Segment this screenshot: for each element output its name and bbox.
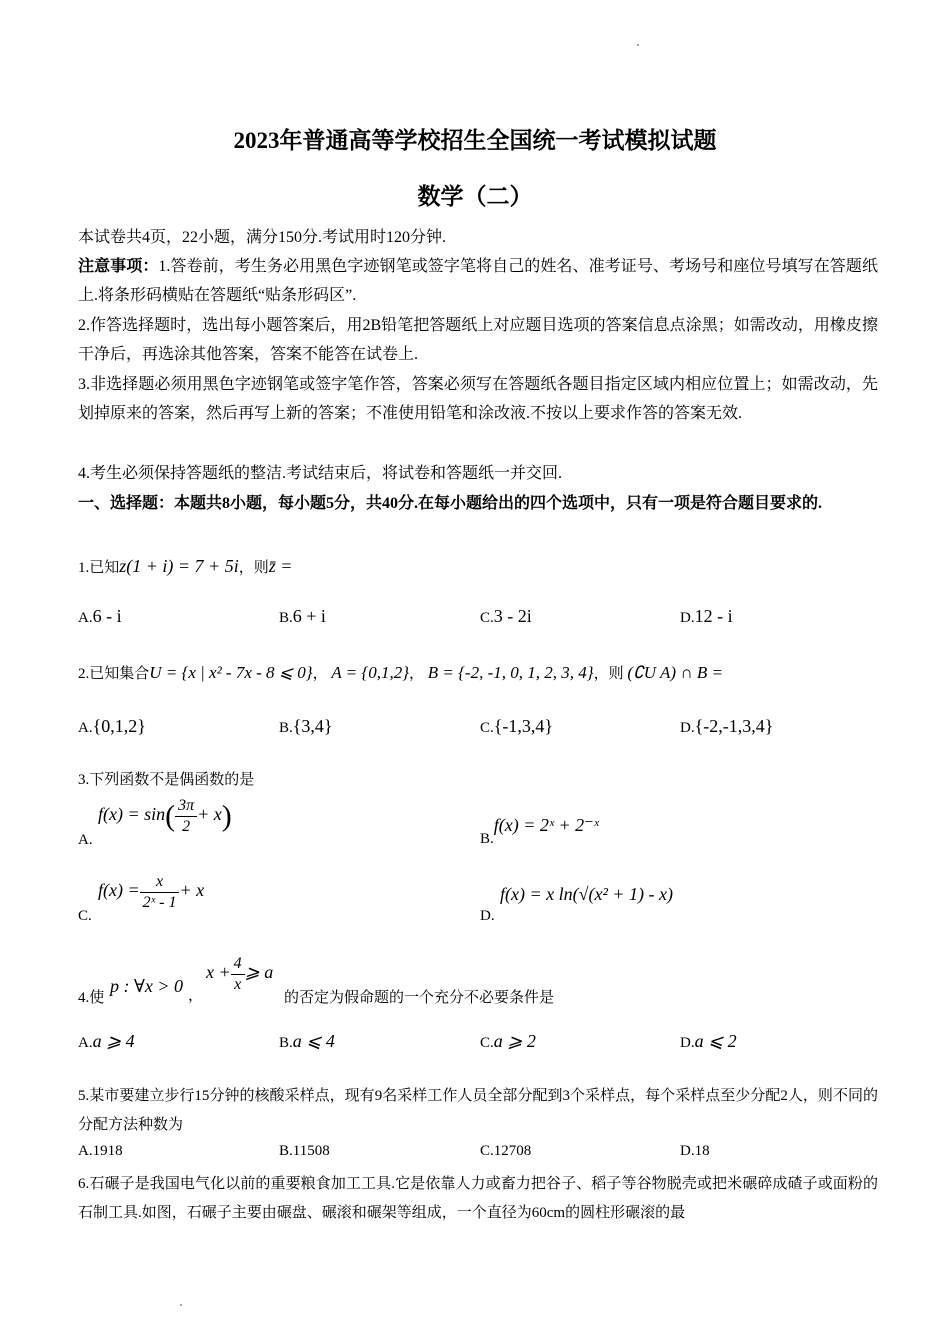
q2-option-c: C.{-1,3,4} — [480, 716, 554, 736]
notice-item-4: 4.考生必须保持答题纸的整洁.考试结束后，将试卷和答题纸一并交回. — [78, 465, 563, 482]
q4-option-b: B.a ⩽ 4 — [279, 1031, 335, 1051]
exam-subtitle: 数学（二） — [417, 184, 533, 209]
intro-text: 本试卷共4页，22小题，满分150分.考试用时120分钟. — [78, 229, 447, 246]
question-6: 6.石碾子是我国电气化以前的重要粮食加工工具.它是依靠人力或畜力把谷子、稻子等谷物脱壳或把米碾碎成碴子或面粉的石制工具.如图，石碾子主要由碾盘、碾滚和碾架等组成，一个直径为60cm的圆柱形碾滚的最 — [78, 1176, 878, 1221]
q5-option-d: D.18 — [680, 1143, 710, 1159]
q4-option-c: C.a ⩾ 2 — [480, 1031, 536, 1051]
exam-title: 2023年普通高等学校招生全国统一考试模拟试题 — [233, 128, 717, 153]
q2-option-a: A.{0,1,2} — [78, 716, 146, 736]
notice-label: 注意事项： — [78, 258, 159, 275]
q1-option-b: B.6 + i — [279, 606, 326, 626]
q3-option-b: B.f(x) = 2ˣ + 2⁻ˣ — [480, 815, 599, 847]
q1-equation: z(1 + i) = 7 + 5i — [119, 556, 239, 576]
notice-item-1: 1.答卷前，考生务必用黑色字迹钢笔或签字笔将自己的姓名、准考证号、考场号和座位号填写在答题纸上.将条形码横贴在答题纸“贴条形码区”. — [78, 258, 878, 304]
speck — [637, 44, 639, 46]
q1-option-a: A.6 - i — [78, 606, 122, 626]
q5-option-b: B.11508 — [279, 1143, 330, 1159]
q5-option-c: C.12708 — [480, 1143, 532, 1159]
question-5: 5.某市要建立步行15分钟的核酸采样点，现有9名采样工作人员全部分配到3个采样点，每个采样点至少分配2人，则不同的分配方法种数为 — [78, 1088, 878, 1133]
q2-set-b: B = {-2, -1, 0, 1, 2, 3, 4} — [427, 663, 594, 682]
q2-option-b: B.{3,4} — [279, 716, 333, 736]
question-4: 4.使 p : ∀x > 0 ， x + $\frac{4}{x}$ ⩾ a 的否定为假命题的一个充分不必要条件是 — [78, 955, 555, 1006]
q5-option-a: A.1918 — [78, 1143, 123, 1159]
q1-option-c: C.3 - 2i — [480, 606, 532, 626]
question-3: 3.下列函数不是偶函数的是 — [78, 772, 255, 788]
q4-option-d: D.a ⩽ 2 — [680, 1031, 737, 1051]
speck — [180, 1304, 182, 1306]
notice-block — [78, 252, 878, 310]
question-2: 2.已知集合U = {x | x² - 7x - 8 ⩽ 0}， A = {0,1,2}， B = {-2, -1, 0, 1, 2, 3, 4}，则 (∁U A) ∩ B = — [78, 663, 723, 682]
exam-page: 2023年普通高等学校招生全国统一考试模拟试题 数学（二） 本试卷共4页，22小题，满分150分.考试用时120分钟. 注意事项：1.答卷前，考生务必用黑色字迹钢笔或签字笔将自己的姓名、准考证号、考场号和座位号填写在答题纸上.将条形码横贴在答题纸“贴条形码区”. 2.作答选择题时，选出每小题答案后，用2B铅笔把答题纸上对应题目选项的答案信息点涂黑；如需改动，用橡皮擦干净后，再选涂其他答案，答案不能答在试卷上. 3.非选择题必须用黑色字迹钢笔或签字笔作答，答案必须写在答题纸各题目指定区域内相应位置上；如需改动，先划掉原来的答案，然后再写上新的答案；不准使用铅笔和涂改液.不按以上要求作答的答案无效. 4.考生必须保持答题纸的整洁.考试结束后，将试卷和答题纸一并交回. 一、选择题：本题共8小题，每小题5分，共40分.在每小题给出的四个选项中，只有一项是符合题目要求的. 1.已知z(1 + i) = 7 + 5i，则z̄ = A.6 - i B.6 + i C.3 - 2i D.12 - i 2.已知集合U = {x | x² - 7x - 8 ⩽ 0}， A = {0,1,2}， B = {-2, -1, 0, 1, 2, 3, 4}，则 (∁U A) ∩ B = A.{0,1,2} B.{3,4} C.{-1,3,4} D.{-2,-1,3,4} 3.下列函数不是偶函数的是 A. f(x) = sin( $\frac{3\pi}{2}$ + x) B.f(x) = 2ˣ + 2⁻ˣ C. f(x) = $\frac{x}{\text{2ˣ - 1}}$ + x D. f(x) = x ln(√(x² + 1) - x) 4.使 p : ∀x > 0 ， x + $\frac{4}{x}$ ⩾ a 的否定为假命题的一个充分不必要条件是 A.a ⩾ 4 B.a ⩽ 4 C.a ⩾ 2 D.a ⩽ 2 5.某市要建立步行15分钟的核酸采样点，现有9名采样工作人员全部分配到3个采样点，每个采样点至少分配2人，则不同的分配方法种数为 A.1918 B.11508 C.12708 D.18 6.石碾子是我国电气化以前的重要粮食加工工具.它是依靠人力或畜力把谷子、稻子等谷物脱壳或把米碾碎成碴子或面粉的石制工具.如图，石碾子主要由碾盘、碾滚和碾架等组成，一个直径为60cm的圆柱形碾滚的最 — [0, 0, 950, 1344]
question-1: 1.已知z(1 + i) = 7 + 5i，则z̄ = — [78, 556, 293, 576]
q2-ask: (∁U A) ∩ B = — [627, 663, 723, 682]
q1-option-d: D.12 - i — [680, 606, 733, 626]
q1-ask: z̄ = — [268, 556, 293, 576]
section-heading: 一、选择题：本题共8小题，每小题5分，共40分.在每小题给出的四个选项中，只有一项是符合题目要求的. — [78, 495, 823, 512]
q2-set-u: U = {x | x² - 7x - 8 ⩽ 0} — [149, 663, 313, 682]
notice-item-3: 3.非选择题必须用黑色字迹钢笔或签字笔作答，答案必须写在答题纸各题目指定区域内相应位置上；如需改动，先划掉原来的答案，然后再写上新的答案；不准使用铅笔和涂改液.不按以上要求作答的答案无效. — [78, 376, 878, 422]
q2-option-d: D.{-2,-1,3,4} — [680, 716, 774, 736]
q4-option-a: A.a ⩾ 4 — [78, 1031, 135, 1051]
notice-item-2: 2.作答选择题时，选出每小题答案后，用2B铅笔把答题纸上对应题目选项的答案信息点涂黑；如需改动，用橡皮擦干净后，再选涂其他答案，答案不能答在试卷上. — [78, 317, 878, 363]
q2-set-a: A = {0,1,2} — [331, 663, 410, 682]
